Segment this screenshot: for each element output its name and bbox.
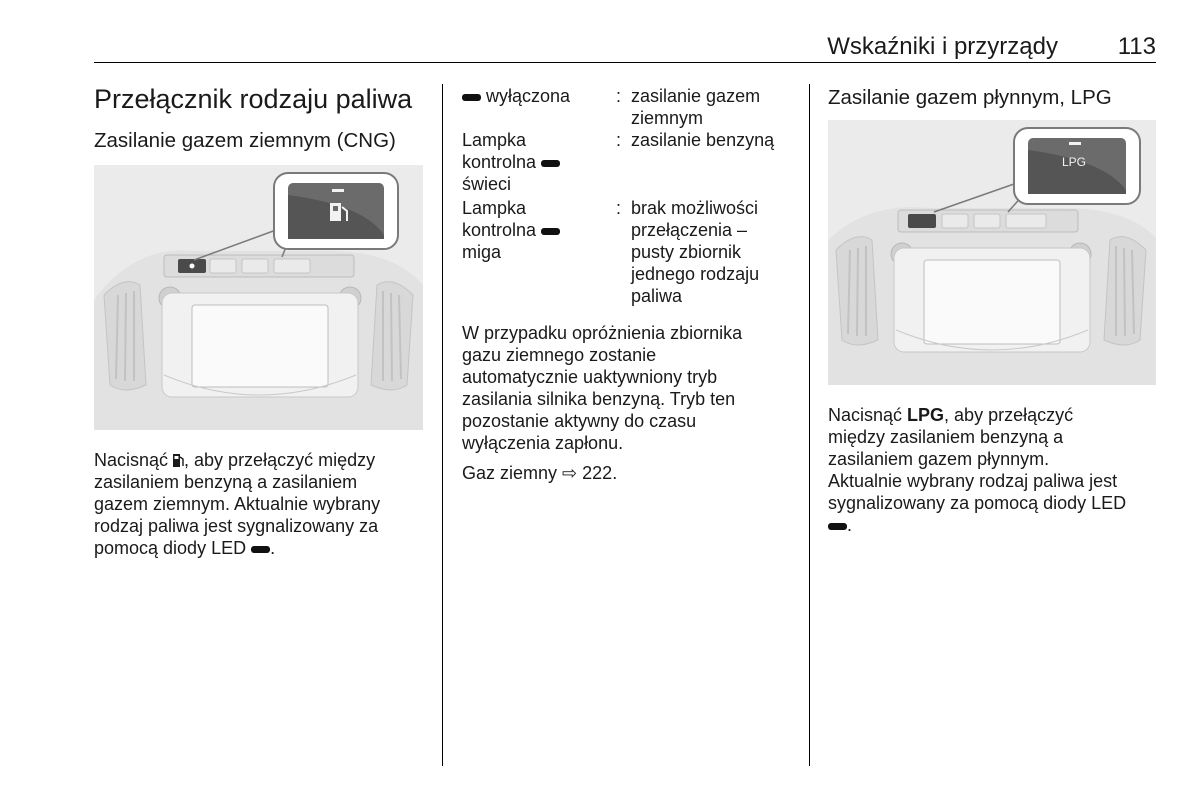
header-rule: [94, 62, 1156, 63]
lpg-para-end: .: [847, 515, 853, 535]
status-row-colon: :: [616, 198, 622, 218]
status-row-off-left: wyłączona: [462, 85, 570, 107]
status-row-colon: :: [616, 86, 622, 106]
cng-para-last: pomocą diody LED: [94, 538, 252, 558]
led-indicator-icon: [828, 523, 847, 530]
cng-para-end: .: [270, 538, 276, 558]
status-row-off-right: zasilanie gazem ziemnym: [631, 86, 761, 128]
reference-page: 222.: [582, 463, 618, 483]
led-indicator-icon: [541, 228, 560, 235]
lpg-instruction-paragraph: Nacisnąć LPG, aby przełączyć między zasilaniem benzyną a zasilaniem gazem płynnym. Aktualnie wybrany rodzaj paliwa jest sygnalizowany za pomocą diody LED .: [828, 405, 1127, 535]
cng-instruction-paragraph: [94, 449, 424, 559]
running-header-title: Wskaźniki i przyrządy: [827, 33, 1058, 60]
lpg-subheading: Zasilanie gazem płynnym, LPG: [828, 86, 1112, 109]
cng-dashboard-drawing: [94, 165, 423, 430]
cng-subheading: Zasilanie gazem ziemnym (CNG): [94, 129, 396, 152]
lpg-button-label: LPG: [1061, 155, 1087, 169]
lpg-dashboard-illustration: [828, 120, 1156, 385]
status-row-lit-right: zasilanie benzyną: [631, 130, 775, 150]
status-row-blink-right: brak możliwości przełączenia – pusty zbiornik jednego rodzaju paliwa: [631, 198, 760, 306]
lpg-button-reference: LPG: [907, 405, 945, 425]
cng-para-line: zasilaniem benzyną a zasilaniem: [94, 472, 358, 492]
fuel-pump-icon: [173, 450, 184, 470]
led-indicator-icon: [462, 94, 481, 101]
status-row-blink-left: Lampka kontrolna miga: [462, 197, 560, 263]
column-divider-1: [442, 84, 443, 766]
cng-para-line: rodzaj paliwa jest sygnalizowany za: [94, 516, 379, 536]
status-row-lit-left: Lampka kontrolna świeci: [462, 129, 560, 195]
status-row-colon: :: [616, 130, 622, 150]
section-heading: Przełącznik rodzaju paliwa: [94, 84, 413, 114]
page-number: 113: [1117, 33, 1156, 60]
fallback-paragraph: W przypadku opróżnienia zbiornika gazu ziemnego zostanie automatycznie uaktywniony tryb zasilania silnika benzyną. Tryb ten pozostanie aktywny do czasu wyłączenia zapłonu.: [462, 323, 743, 453]
led-indicator-icon: [541, 160, 560, 167]
page-reference-arrow-icon: ⇨: [562, 463, 578, 483]
page-reference[interactable]: [462, 462, 617, 484]
led-indicator-icon: [251, 546, 270, 553]
cng-para-line: gazem ziemnym. Aktualnie wybrany: [94, 494, 381, 514]
column-divider-2: [809, 84, 810, 766]
cng-para-mid: , aby przełączyć między: [184, 450, 376, 470]
lpg-dashboard-drawing: [828, 120, 1156, 385]
cng-dashboard-illustration: [94, 165, 423, 430]
reference-text: Gaz ziemny: [462, 463, 558, 483]
cng-para-start: Nacisnąć: [94, 450, 174, 470]
